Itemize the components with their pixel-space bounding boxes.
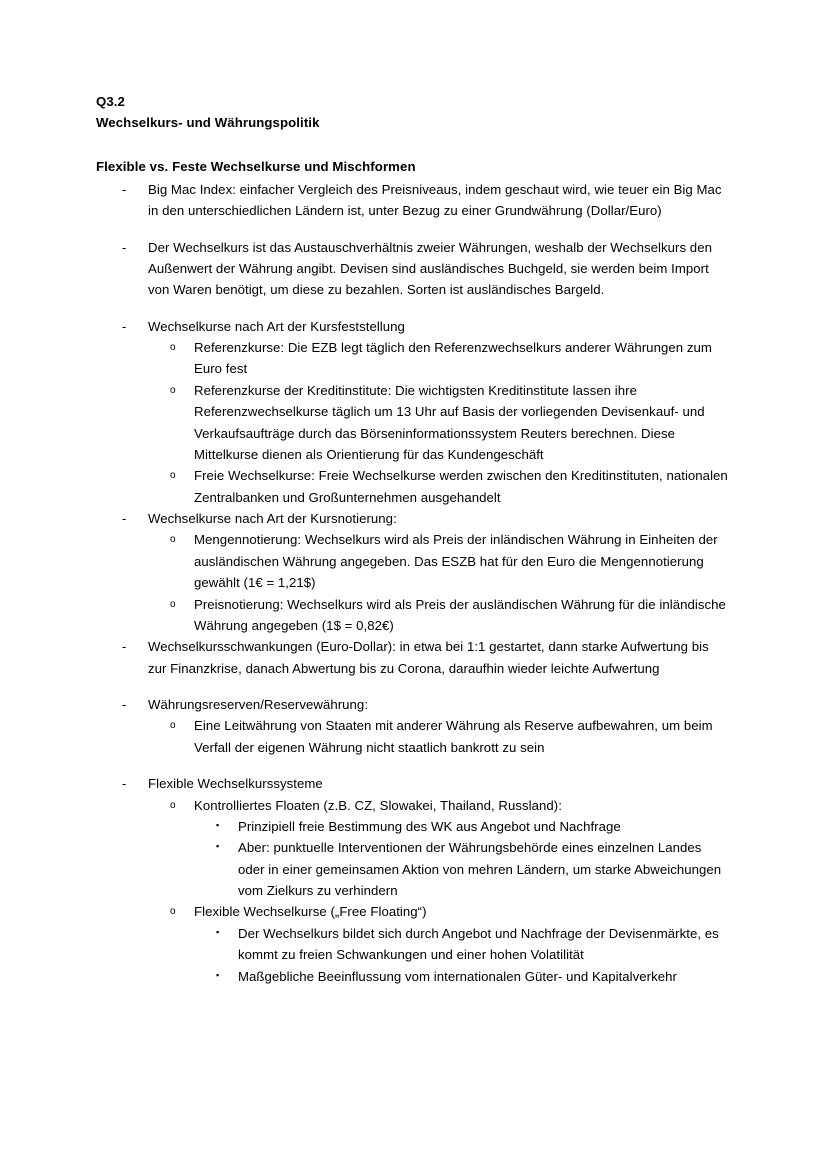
outline-item <box>148 465 730 508</box>
document-title: Wechselkurs- und Währungspolitik <box>96 114 320 130</box>
outline-item <box>194 966 730 987</box>
outline-item <box>96 636 730 694</box>
list-bullet-icon: o <box>170 470 176 482</box>
outline-item <box>148 795 730 902</box>
list-bullet-icon: o <box>170 799 176 811</box>
list-bullet-icon: ▪ <box>216 841 220 852</box>
list-bullet-icon: o <box>170 906 176 918</box>
document-outline <box>96 179 730 987</box>
paragraph-spacer <box>148 679 730 694</box>
list-bullet-icon: o <box>170 534 176 546</box>
paragraph-spacer <box>194 758 730 773</box>
list-bullet-icon: o <box>170 384 176 396</box>
outline-item-text: Der Wechselkurs bildet sich durch Angebot und Nachfrage der Devisenmärkte, es kommt zu freien Schwankungen und einer hohen Volatilität <box>238 925 719 963</box>
outline-item <box>96 316 730 508</box>
list-bullet-icon: - <box>122 511 127 527</box>
outline-list-level-2 <box>148 529 730 636</box>
list-bullet-icon: - <box>122 318 127 334</box>
outline-item-text: Referenzkurse der Kreditinstitute: Die wichtigsten Kreditinstitute lassen ihre Referenzwechselkurse täglich um 13 Uhr auf Basis der vorliegenden Devisenkauf- und Verkaufsaufträge durch das Börseninformationssystem Reuters berechnen. Diese Mittelkurse dienen als Orientierung für das Kundengeschäft <box>194 382 705 462</box>
outline-item <box>148 901 730 987</box>
outline-item-text: Währungsreserven/Reservewährung: <box>148 697 369 713</box>
list-bullet-icon: ▪ <box>216 926 220 937</box>
list-bullet-icon: - <box>122 639 127 655</box>
paragraph-spacer <box>148 222 730 237</box>
paragraph-spacer <box>148 301 730 316</box>
outline-item <box>96 237 730 316</box>
outline-list-level-2 <box>148 715 730 773</box>
list-bullet-icon: - <box>122 697 127 713</box>
outline-item-text: Flexible Wechselkurse („Free Floating“) <box>194 904 427 920</box>
outline-item-text: Maßgebliche Beeinflussung vom internationalen Güter- und Kapitalverkehr <box>238 968 677 984</box>
outline-item-text: Freie Wechselkurse: Freie Wechselkurse werden zwischen den Kreditinstituten, nationalen Zentralbanken und Großunternehmen ausgehandelt <box>194 468 728 505</box>
outline-item-text: Preisnotierung: Wechselkurs wird als Preis der ausländischen Währung für die inländische Währung angegeben (1$ = 0,82€) <box>194 596 726 633</box>
outline-item-text: Wechselkurse nach Art der Kursfeststellung <box>148 318 405 334</box>
outline-item <box>96 179 730 237</box>
outline-item <box>148 715 730 773</box>
outline-item <box>96 694 730 773</box>
outline-item-text: Referenzkurse: Die EZB legt täglich den Referenzwechselkurs anderer Währungen zum Euro fest <box>194 340 712 377</box>
outline-item <box>194 837 730 901</box>
document-code: Q3.2 <box>96 94 125 109</box>
list-bullet-icon: o <box>170 720 176 732</box>
list-bullet-icon: o <box>170 598 176 610</box>
outline-item-text: Der Wechselkurs ist das Austauschverhältnis zweier Währungen, weshalb der Wechselkurs den Außenwert der Währung angibt. Devisen sind ausländisches Buchgeld, sie werden beim Import von Waren benötigt, um diese zu bezahlen. Sorten ist ausländisches Bargeld. <box>148 239 712 298</box>
outline-list-level-3 <box>194 816 730 902</box>
outline-item <box>96 773 730 987</box>
outline-item-text: Mengennotierung: Wechselkurs wird als Preis der inländischen Währung in Einheiten der ausländischen Währung angegeben. Das ESZB hat für den Euro die Mengennotierung gewählt (1€ = 1,21$) <box>194 532 718 591</box>
outline-item-text: Big Mac Index: einfacher Vergleich des Preisniveaus, indem geschaut wird, wie teuer ein Big Mac in den unterschiedlichen Ländern ist, unter Bezug zu einer Grundwährung (Dollar/Euro) <box>148 181 722 219</box>
outline-item <box>148 337 730 380</box>
section-heading: Flexible vs. Feste Wechselkurse und Mischformen <box>96 158 416 174</box>
list-bullet-icon: - <box>122 181 127 197</box>
outline-item-text: Prinzipiell freie Bestimmung des WK aus Angebot und Nachfrage <box>238 818 621 834</box>
list-bullet-icon: ▪ <box>216 969 220 980</box>
list-bullet-icon: - <box>122 776 127 792</box>
outline-item-text: Aber: punktuelle Interventionen der Währungsbehörde eines einzelnen Landes oder in einer gemeinsamen Aktion von mehren Ländern, um starke Abweichungen vom Zielkurs zu verhindern <box>238 840 722 899</box>
outline-item <box>148 380 730 466</box>
outline-item-text: Flexible Wechselkurssysteme <box>148 776 323 792</box>
list-bullet-icon: - <box>122 239 127 255</box>
list-bullet-icon: ▪ <box>216 819 220 830</box>
outline-item <box>148 529 730 593</box>
outline-list-level-2 <box>148 337 730 508</box>
outline-item <box>96 508 730 636</box>
list-bullet-icon: o <box>170 342 176 354</box>
outline-item-text: Kontrolliertes Floaten (z.B. CZ, Slowakei, Thailand, Russland): <box>194 797 562 813</box>
outline-item <box>148 594 730 637</box>
outline-item <box>194 816 730 837</box>
outline-list-level-2 <box>148 795 730 987</box>
outline-item <box>194 923 730 966</box>
document-header <box>96 92 730 134</box>
outline-list-level-3 <box>194 923 730 987</box>
outline-item-text: Wechselkursschwankungen (Euro-Dollar): in etwa bei 1:1 gestartet, dann starke Aufwertung bis zur Finanzkrise, danach Abwertung bis zu Corona, daraufhin wieder leichte Aufwertung <box>148 639 709 676</box>
outline-item-text: Eine Leitwährung von Staaten mit anderer Währung als Reserve aufbewahren, um beim Verfall der eigenen Währung nicht staatlich bankrott zu sein <box>194 718 713 755</box>
outline-list-level-1 <box>96 179 730 987</box>
outline-item-text: Wechselkurse nach Art der Kursnotierung: <box>148 511 397 527</box>
